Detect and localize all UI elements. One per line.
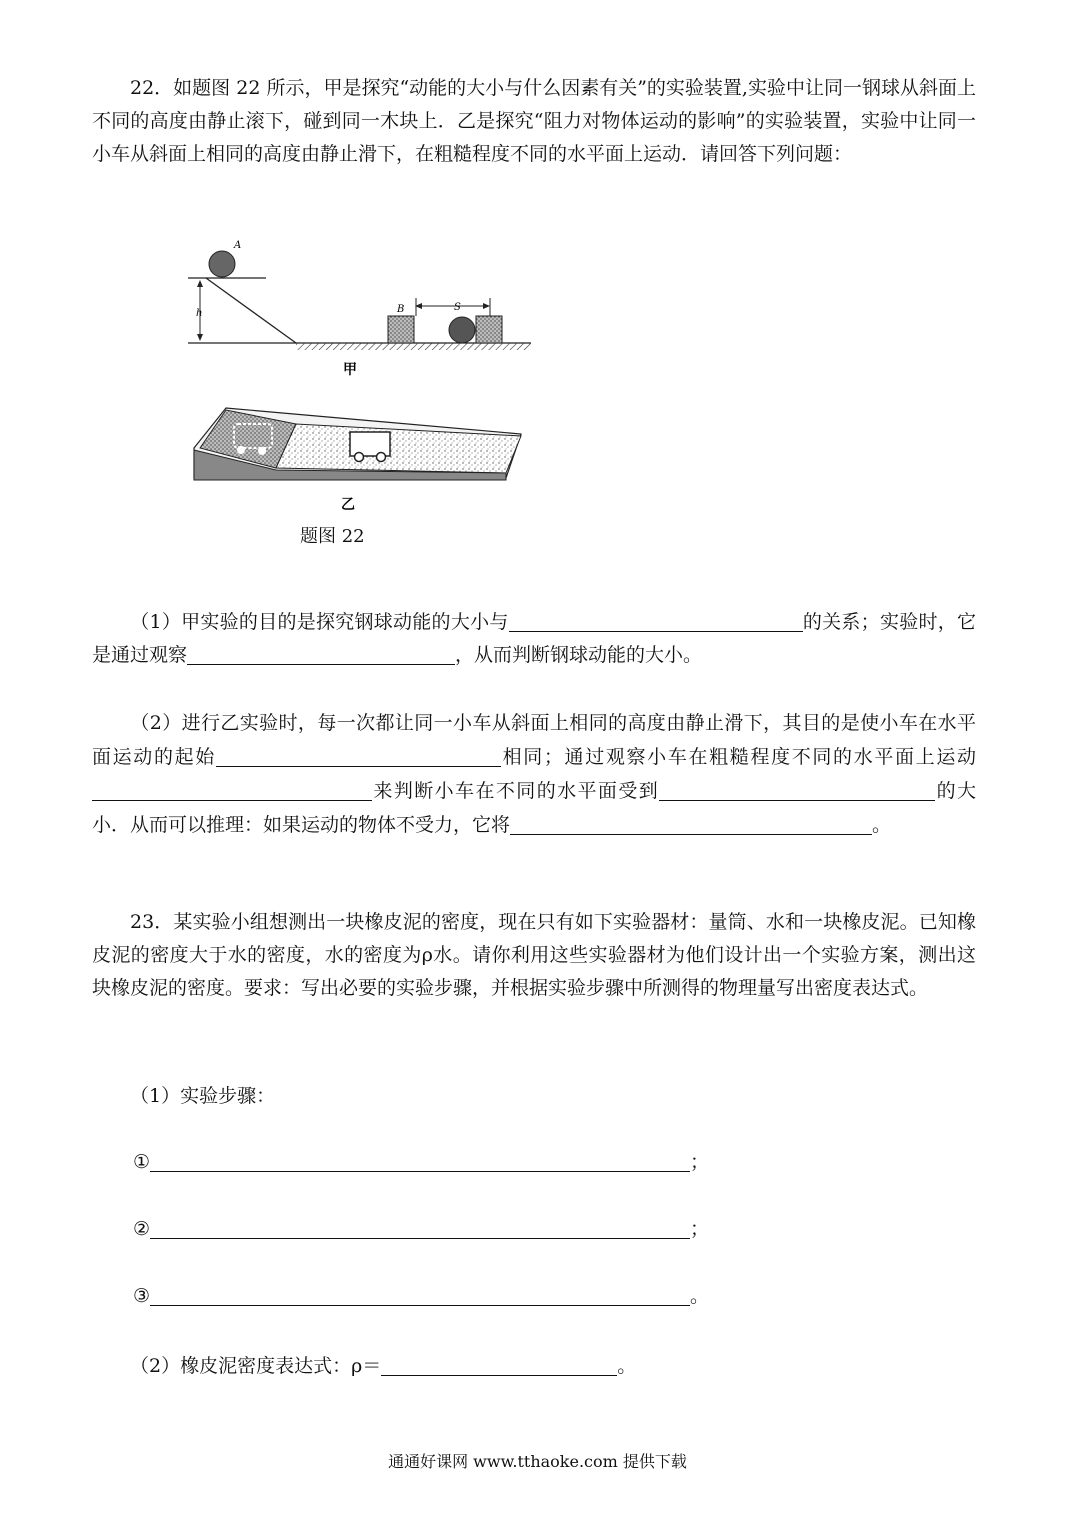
- apparatus-jia: [188, 240, 531, 350]
- blank-1[interactable]: [509, 609, 803, 632]
- steel-ball-moved: [449, 317, 475, 343]
- q23-intro: 23．某实验小组想测出一块橡皮泥的密度，现在只有如下实验器材：量筒、水和一块橡皮泥。已知橡皮泥的密度大于水的密度，水的密度为ρ水。请你利用这些实验器材为他们设计出一个实验方案，测出这块橡皮泥的密度。要求：写出必要的实验步骤，并根据实验步骤中所测得的物理量写出密度表达式。: [92, 911, 976, 999]
- blank-2[interactable]: [187, 642, 455, 665]
- wood-block-moved: [476, 316, 502, 343]
- label-S: S: [454, 302, 461, 313]
- steps-label: （1）实验步骤：: [130, 1085, 276, 1107]
- q22-intro: 22．如题图 22 所示，甲是探究“动能的大小与什么因素有关”的实验装置,实验中让同一钢球从斜面上不同的高度由静止滚下，碰到同一木块上．乙是探究“阻力对物体运动的影响”的实验装置，实验中让同一小车从斜面上相同的高度由静止滑下，在粗糙程度不同的水平面上运动．请回答下列问题：: [92, 77, 976, 165]
- figure-caption: 题图 22: [300, 526, 365, 547]
- q22-part1: （1）甲实验的目的是探究钢球动能的大小与 的关系；实验时，它是通过观察 ，从而判断钢球动能的大小。: [92, 611, 976, 666]
- apparatus-yi: [194, 408, 521, 480]
- label-A: A: [234, 240, 242, 251]
- formula-row: （2）橡皮泥密度表达式：ρ＝ 。: [130, 1355, 637, 1377]
- figure-22: [186, 228, 536, 558]
- toy-car: [350, 432, 390, 456]
- blank-4[interactable]: [92, 778, 372, 801]
- step-3: ③ 。: [133, 1285, 710, 1307]
- label-B: B: [397, 304, 405, 315]
- step-2-blank[interactable]: [150, 1218, 690, 1239]
- formula-blank[interactable]: [381, 1355, 617, 1376]
- label-h: h: [196, 308, 203, 319]
- q22-part2: （2）进行乙实验时，每一次都让同一小车从斜面上相同的高度由静止滑下，其目的是使小车在水平面运动的起始 相同；通过观察小车在粗糙程度不同的水平面上运动来判断小车在不同的水平面受到 的大小．从而可以推理：如果运动的物体不受力，它将 。: [92, 712, 976, 836]
- footer: 通通好课网 www.tthaoke.com 提供下载: [388, 1452, 687, 1471]
- label-yi: 乙: [341, 497, 355, 513]
- step-2: ② ；: [133, 1218, 710, 1240]
- blank-3[interactable]: [216, 744, 501, 767]
- step-3-blank[interactable]: [150, 1285, 690, 1306]
- steel-ball-A: [209, 251, 235, 277]
- label-jia: 甲: [343, 362, 357, 378]
- step-1-blank[interactable]: [150, 1151, 690, 1172]
- step-1: ① ；: [133, 1151, 710, 1173]
- blank-6[interactable]: [510, 812, 872, 835]
- blank-5[interactable]: [659, 778, 935, 801]
- wood-block-B: [388, 316, 414, 343]
